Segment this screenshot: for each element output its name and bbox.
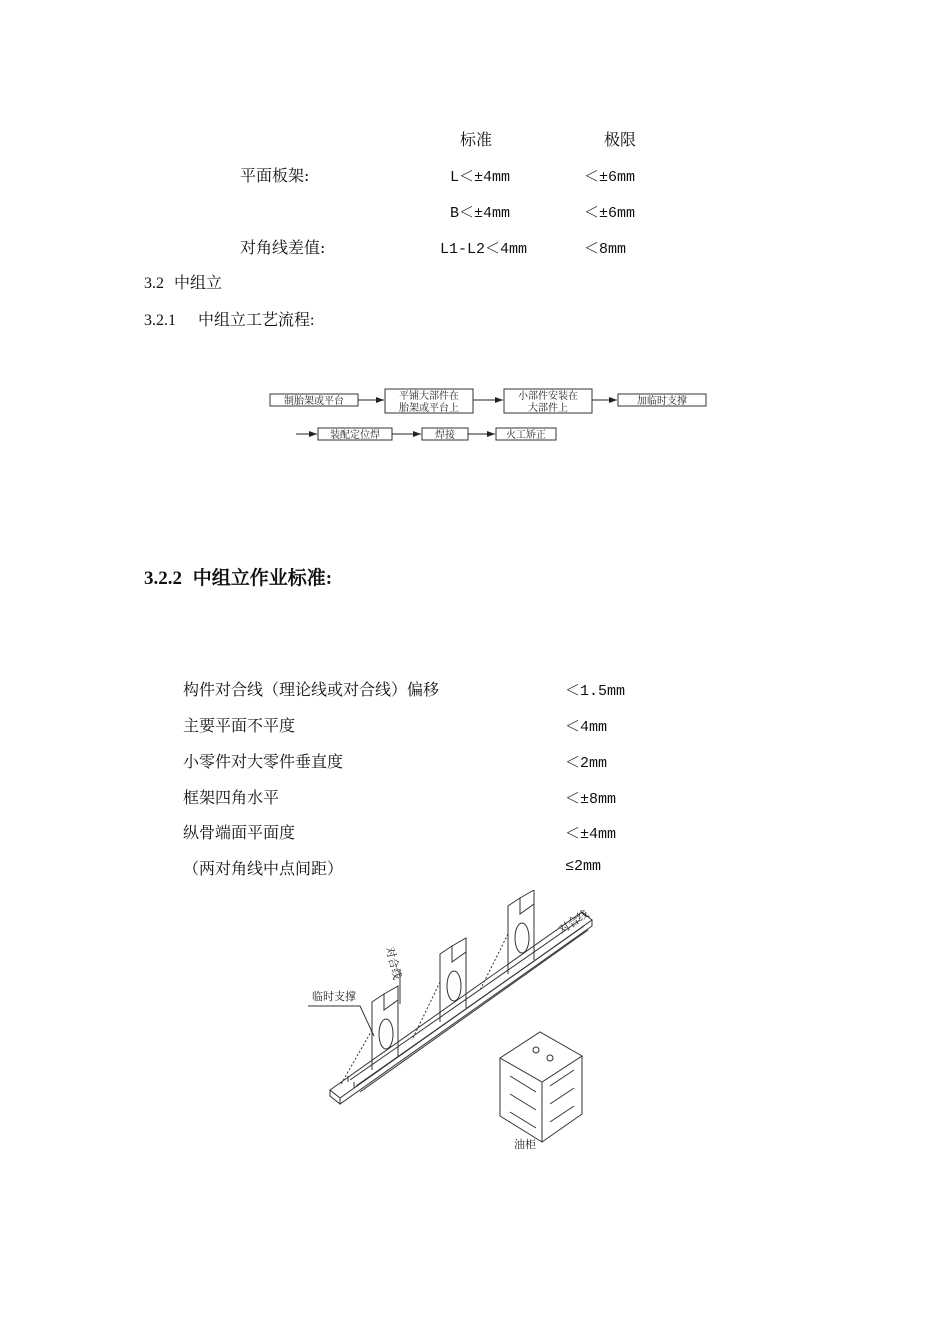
standard-value: ＜±8mm <box>565 791 617 808</box>
table-row-limit: ＜8mm <box>584 241 627 258</box>
flow-step-2-line2: 胎架或平台上 <box>399 403 459 414</box>
section-number: 3.2.2 <box>144 568 182 589</box>
standard-value: ＜2mm <box>565 755 608 772</box>
label-temporary-support: 临时支撑 <box>312 990 356 1003</box>
flow-step-3-line2: 大部件上 <box>528 403 568 414</box>
standard-item: 小零件对大零件垂直度 <box>183 752 344 771</box>
section-title: 中组立 <box>174 275 223 292</box>
subsection-heading <box>144 307 314 330</box>
web-frame <box>508 898 534 974</box>
subsection-number: 3.2.1 <box>144 312 176 329</box>
standard-item: 主要平面不平度 <box>183 716 296 735</box>
flow-step-2-line1: 平铺大部件在 <box>399 391 459 402</box>
standard-value: ＜4mm <box>565 719 608 736</box>
table-row-standard: L1-L2＜4mm <box>440 241 528 258</box>
flow-step-6: 焊接 <box>435 430 455 441</box>
table-row-standard: B＜±4mm <box>450 205 511 222</box>
table-header-standard: 标准 <box>460 130 493 149</box>
standard-value: ＜±4mm <box>565 826 617 843</box>
flow-step-7: 火工矫正 <box>506 430 546 441</box>
section-number: 3.2 <box>144 275 164 292</box>
process-flowchart <box>260 380 720 446</box>
flow-step-4: 加临时支撑 <box>637 396 687 407</box>
standard-item: 纵骨端面平面度 <box>183 823 296 842</box>
oil-tank <box>500 1032 582 1082</box>
standard-item: （两对角线中点间距） <box>183 859 344 878</box>
block-assembly-drawing <box>300 890 620 1160</box>
table-row-limit: ＜±6mm <box>584 169 636 186</box>
table-header-limit: 极限 <box>604 130 637 149</box>
section-title: 中组立作业标准: <box>192 568 333 589</box>
flow-step-3-line1: 小部件安装在 <box>518 391 578 402</box>
table-row-label: 平面板架: <box>240 166 310 185</box>
label-alignment-line: 对合线 <box>556 907 592 937</box>
web-frame <box>372 994 398 1070</box>
table-row-limit: ＜±6mm <box>584 205 636 222</box>
flow-step-1: 制胎架或平台 <box>284 396 344 407</box>
standard-value: ＜1.5mm <box>565 683 626 700</box>
section-heading <box>144 270 222 293</box>
standard-item: 构件对合线（理论线或对合线）偏移 <box>183 680 440 699</box>
section-heading-bold <box>144 563 332 590</box>
standard-value: ≤2mm <box>565 858 602 875</box>
subsection-title: 中组立工艺流程: <box>198 312 315 329</box>
flow-step-5: 装配定位焊 <box>330 430 380 441</box>
standard-item: 框架四角水平 <box>183 788 280 807</box>
base-plate <box>330 912 592 1098</box>
table-row-label: 对角线差值: <box>240 238 326 257</box>
temporary-support <box>340 934 508 1086</box>
table-row-standard: L＜±4mm <box>450 169 511 186</box>
label-oil-tank: 油柜 <box>514 1138 536 1151</box>
label-alignment-line: 对合线 <box>383 945 404 981</box>
web-frame <box>440 946 466 1022</box>
